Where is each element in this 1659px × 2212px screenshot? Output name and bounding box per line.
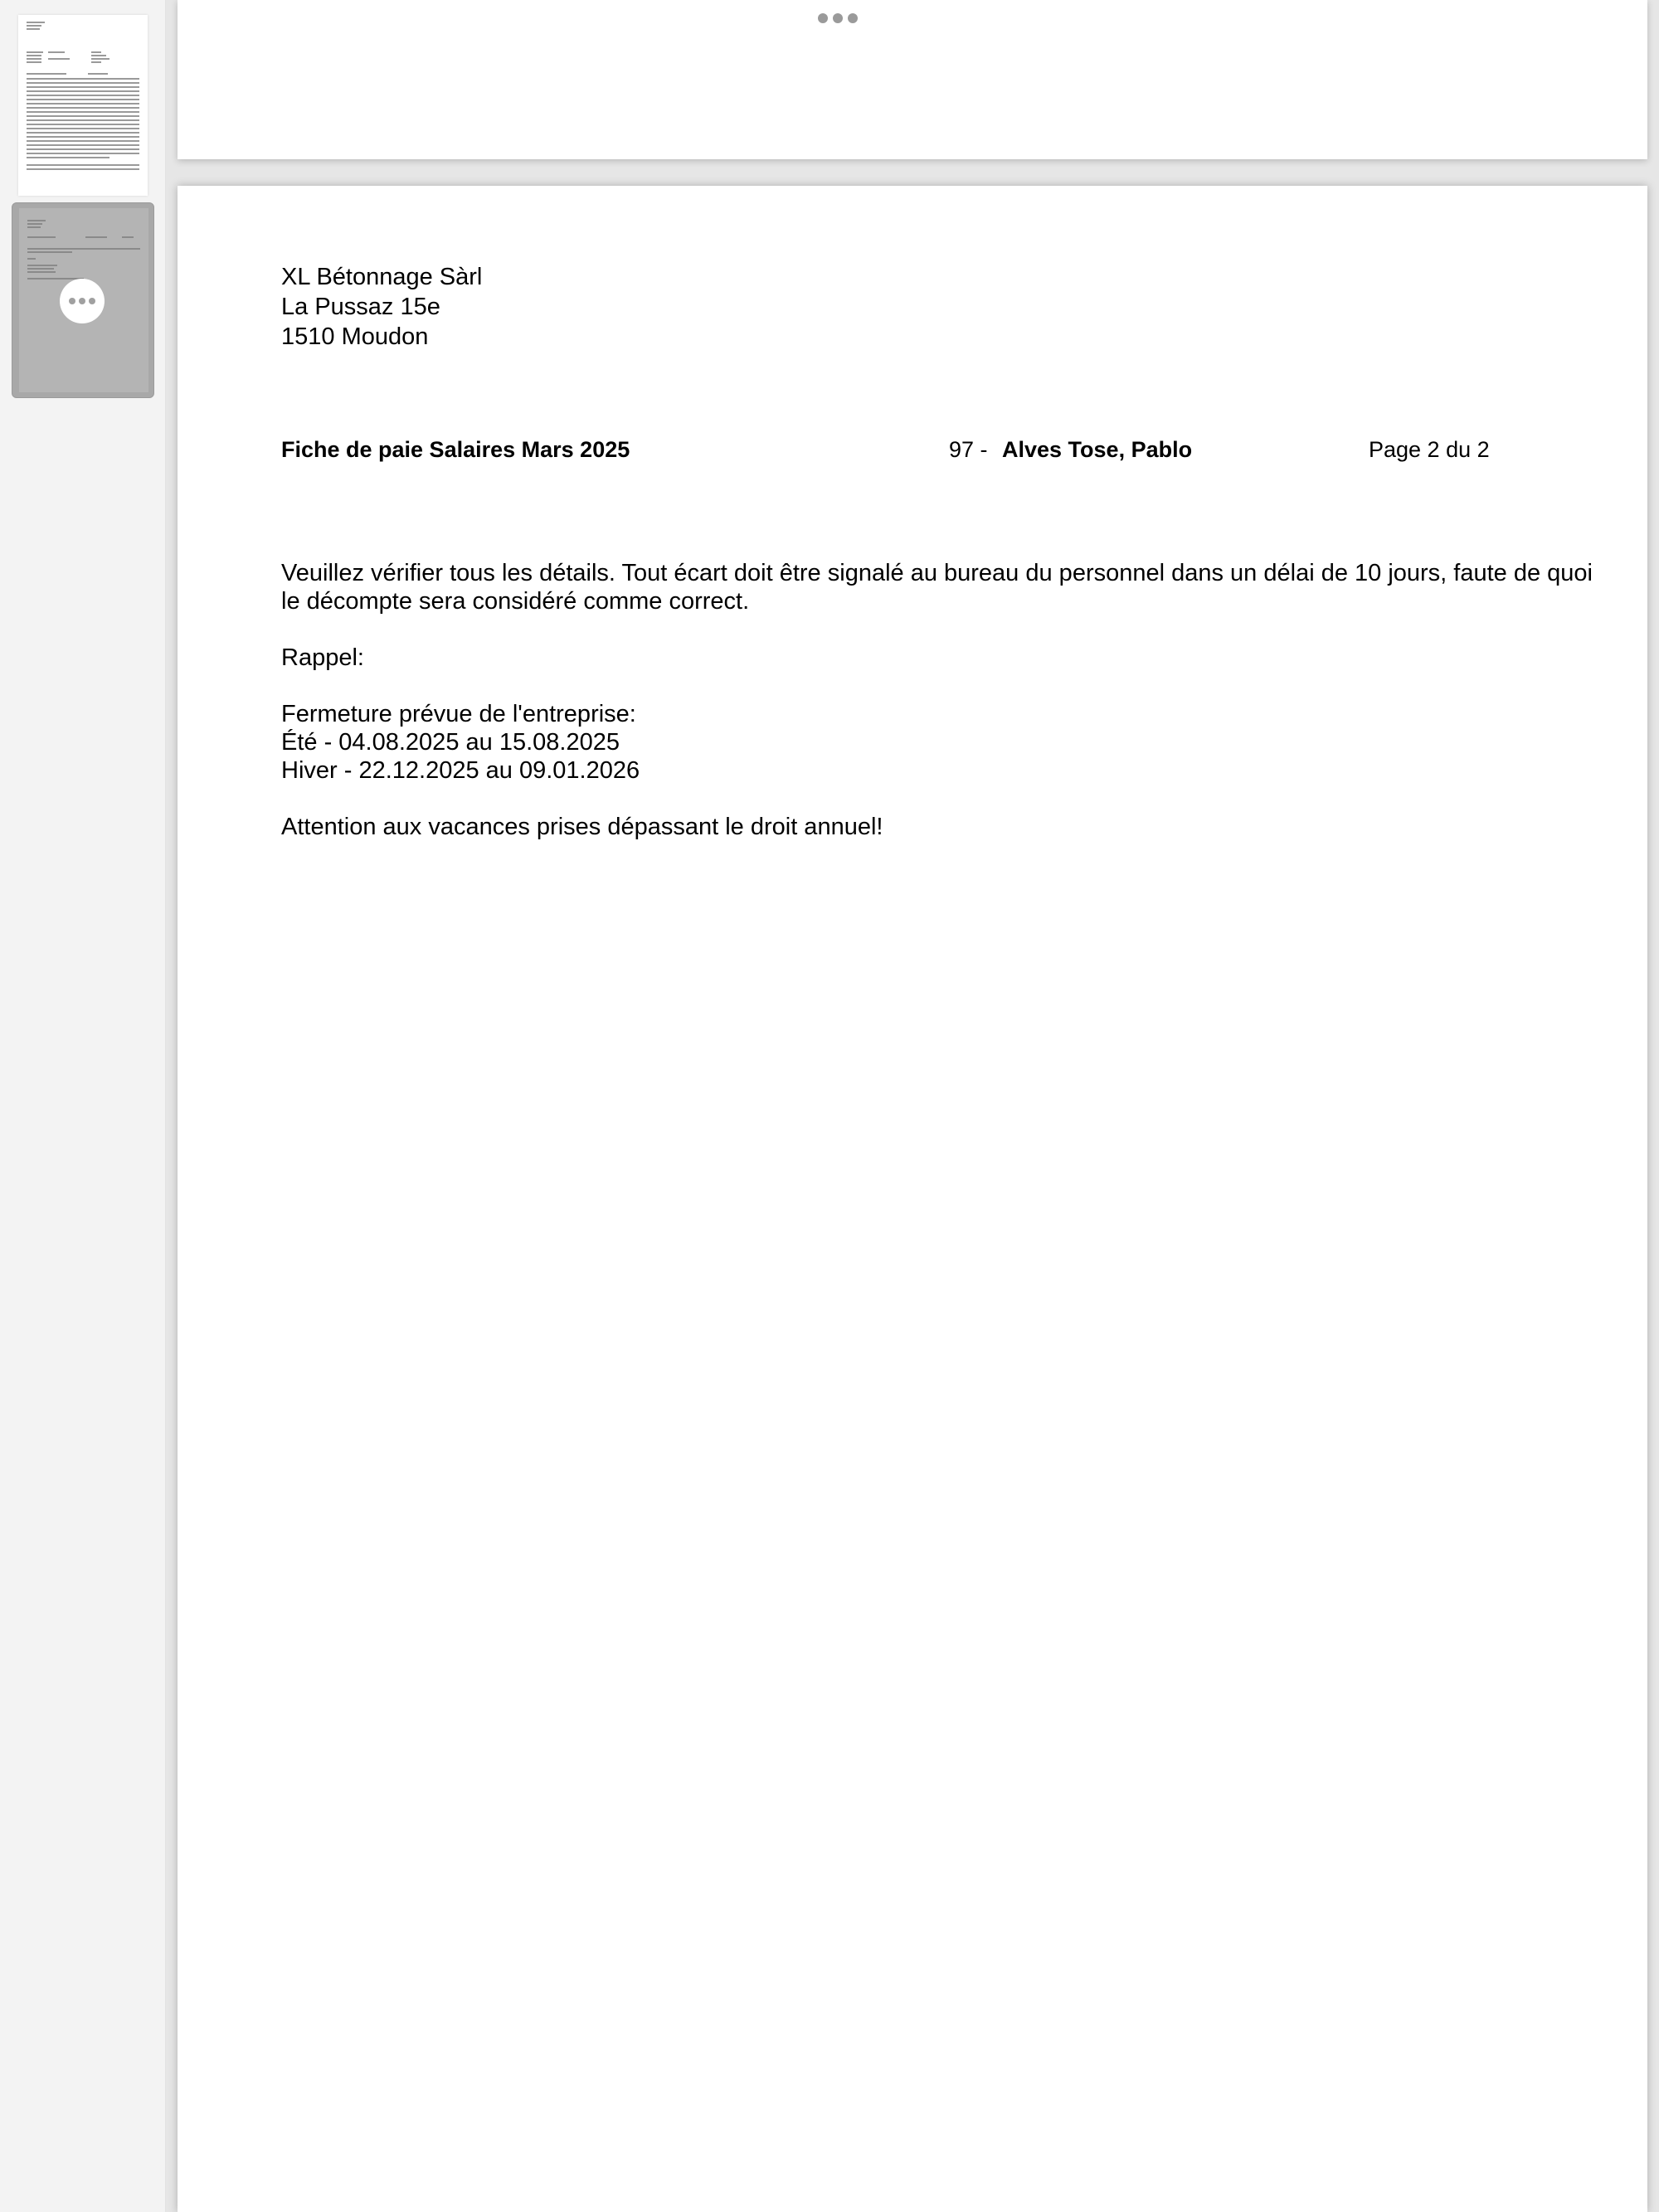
company-name: XL Bétonnage Sàrl (281, 264, 483, 290)
page-loading-more-icon (818, 13, 858, 23)
page-thumbnail-1[interactable] (18, 15, 148, 196)
page-1-bottom (178, 0, 1647, 159)
closure-title: Fermeture prévue de l'entreprise: (281, 701, 636, 727)
payslip-notes (281, 559, 1608, 869)
employee-name: Alves Tose, Pablo (1002, 437, 1193, 462)
document-viewer[interactable] (166, 0, 1659, 2212)
vacation-warning: Attention aux vacances prises dépassant le droit annuel! (281, 814, 883, 840)
employee-number: 97 - (949, 437, 988, 462)
thumbnail-more-icon[interactable] (60, 279, 105, 323)
company-city: 1510 Moudon (281, 323, 429, 350)
reminder-label: Rappel: (281, 644, 364, 671)
verification-notice: Veuillez vérifier tous les détails. Tout écart doit être signalé au bureau du personnel dans un délai de 10 jours, faute de quoi le décompte sera considéré comme correct. (281, 560, 1593, 615)
page-indicator: Page 2 du 2 (1369, 437, 1490, 462)
company-address (281, 262, 482, 352)
payslip-title: Fiche de paie Salaires Mars 2025 (281, 437, 630, 462)
thumbnail-sidebar (0, 0, 166, 2212)
closure-winter: Hiver - 22.12.2025 au 09.01.2026 (281, 757, 640, 784)
closure-summer: Été - 04.08.2025 au 15.08.2025 (281, 729, 620, 756)
page-2 (178, 186, 1647, 2212)
company-street: La Pussaz 15e (281, 294, 440, 320)
